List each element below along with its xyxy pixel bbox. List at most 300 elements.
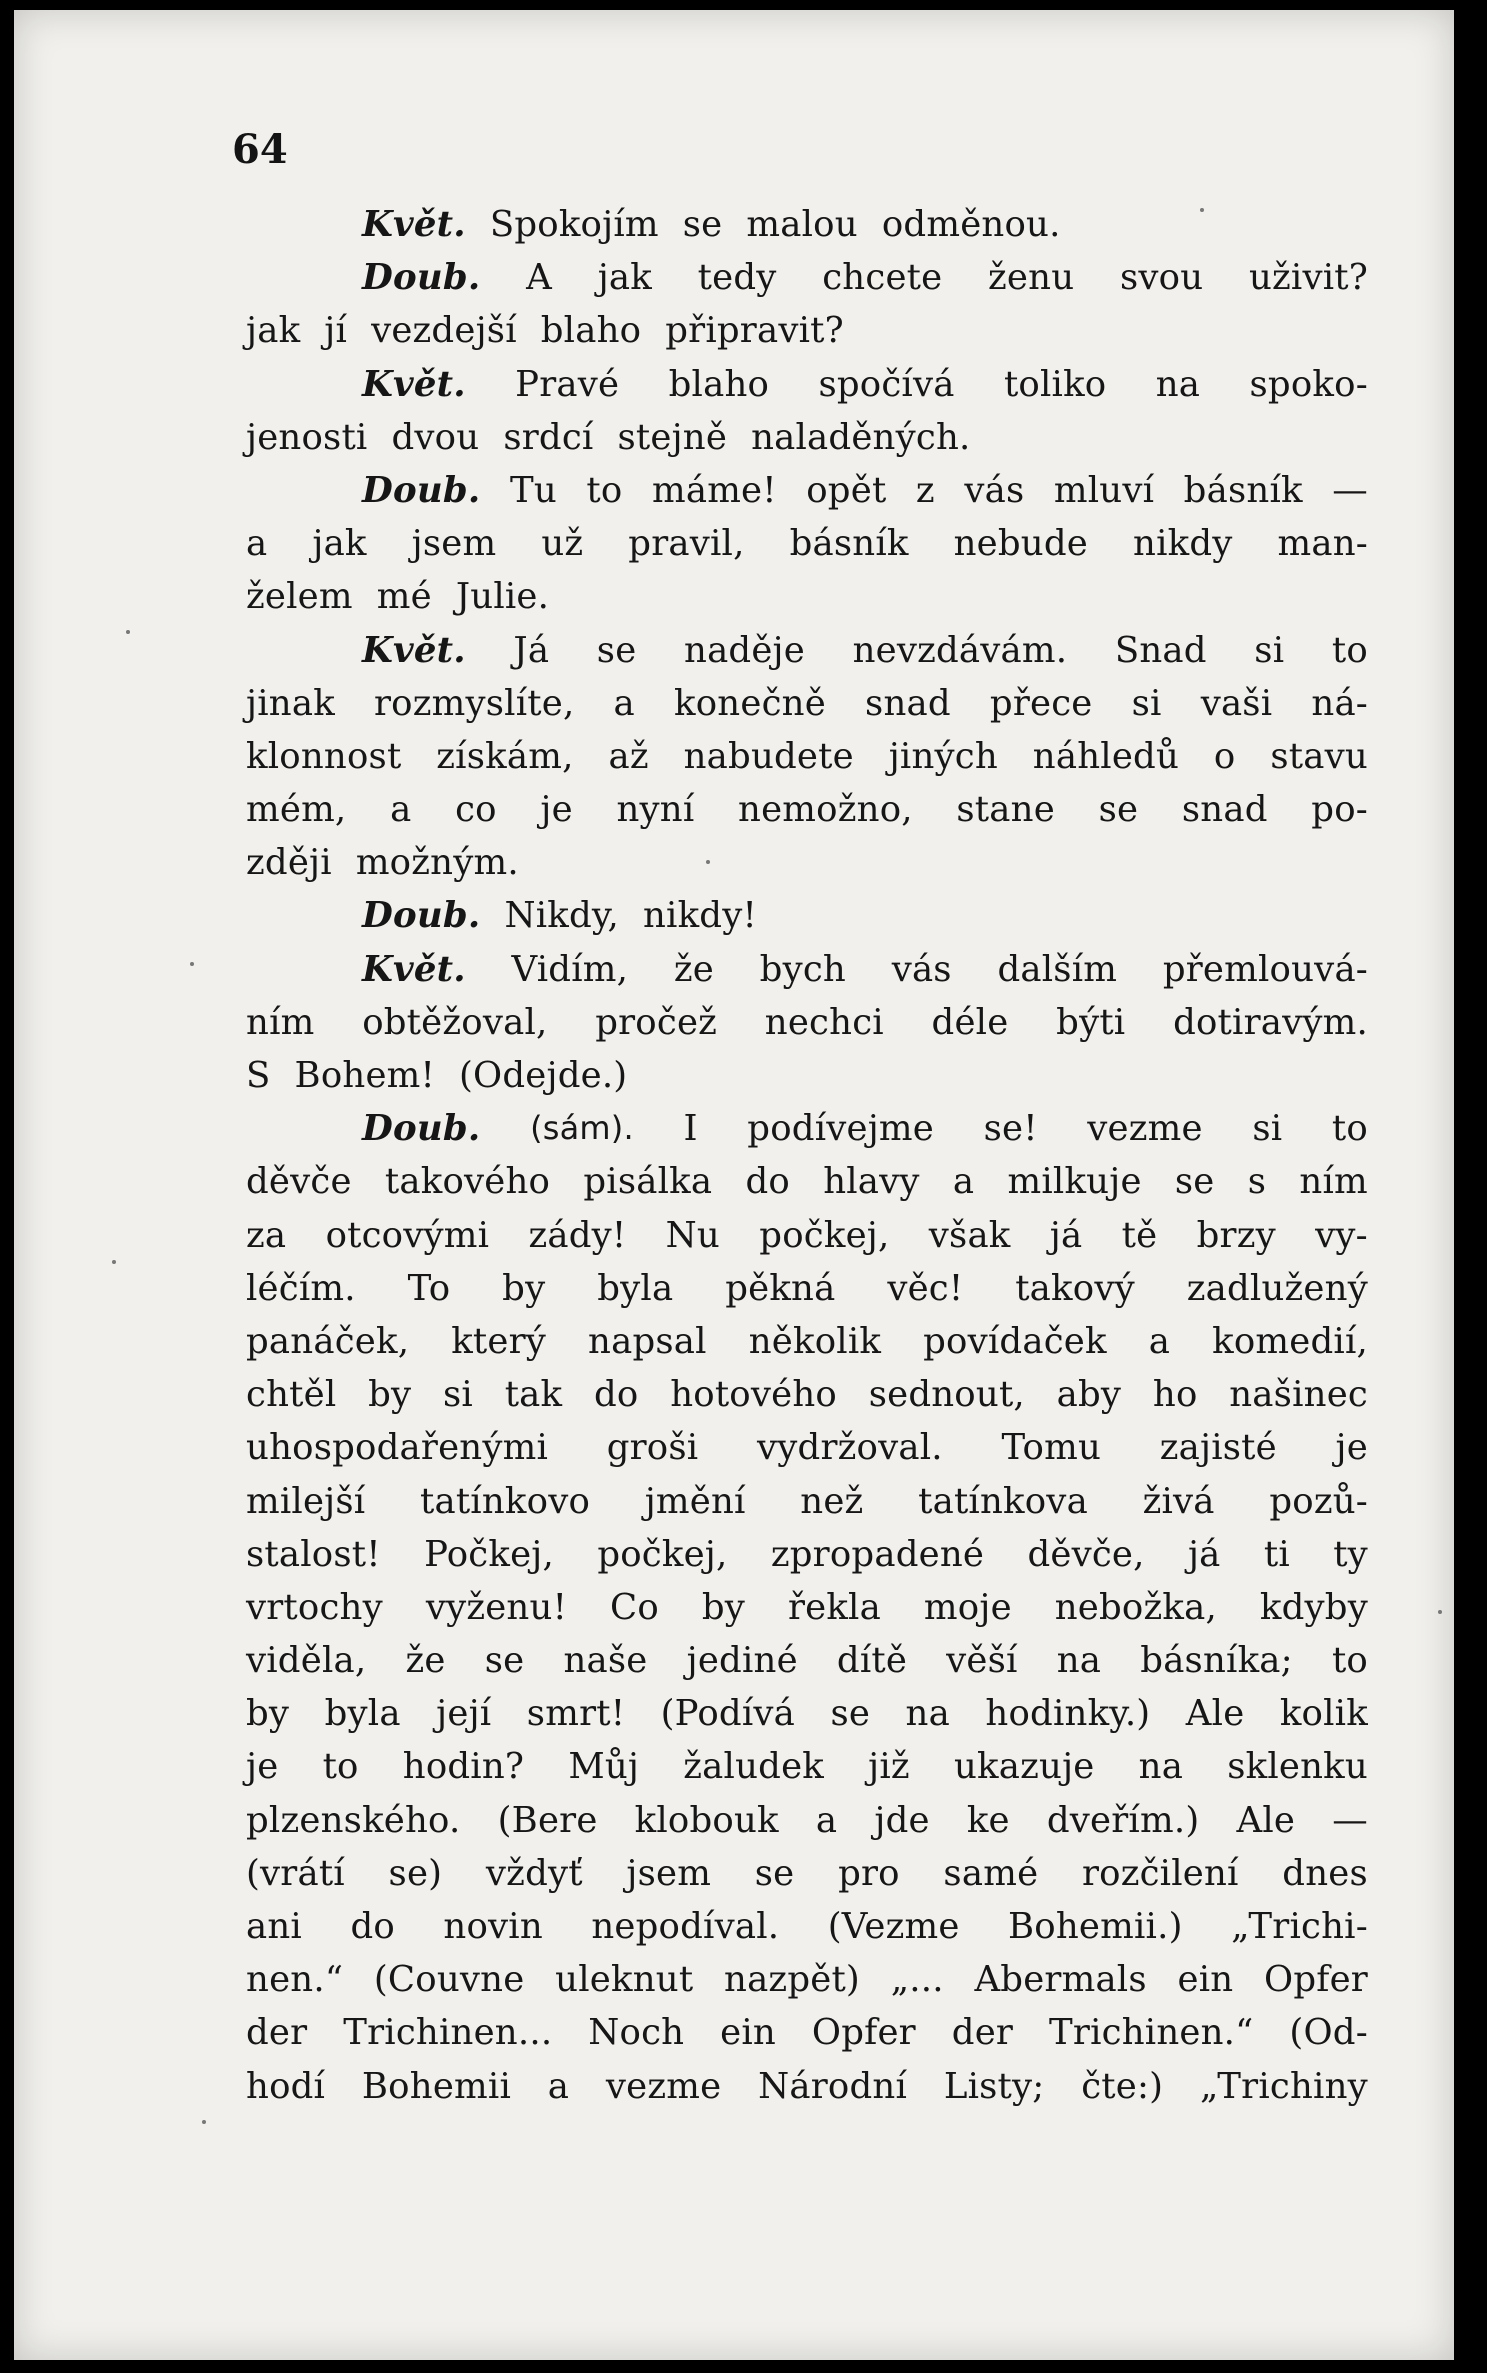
word: děvče, [1027,1533,1145,1575]
word: želem [246,576,353,618]
word: zději [246,842,332,884]
word: naděje [684,629,805,671]
word: Noch [588,2012,685,2054]
word: který [451,1320,547,1362]
word: dalším [997,948,1118,990]
word: stane [956,789,1055,831]
text-line [246,1528,1368,1581]
paper-speck [112,1260,116,1264]
word: však [928,1214,1011,1256]
word: rozčilení [1081,1852,1239,1894]
word: Nu [665,1214,720,1256]
text-line [246,1634,1368,1687]
word: nevzdávám. [852,629,1068,671]
word: zpropadené [770,1533,985,1575]
word: uhospodařenými [246,1427,549,1469]
word: a [613,682,635,724]
word: nazpět) [724,1959,860,2001]
word: jak [312,523,367,565]
word: nepodíval. [591,1906,780,1947]
word: klonnost [246,735,402,777]
word: básníka; [1140,1640,1293,1682]
word: pravil, [628,523,745,565]
word: se [1174,1161,1215,1203]
word: jiných [888,735,998,777]
word: Národní [758,2065,908,2107]
word: napsal [588,1320,707,1362]
body-text [246,198,1368,2113]
word: snad [1181,789,1268,831]
word: Pravé [515,363,620,405]
word: si [1252,1108,1283,1150]
word: je [540,789,573,831]
text-line [246,730,1368,783]
word: nabudete [683,735,854,777]
word: se) [388,1852,443,1894]
word: a [952,1161,975,1203]
word: Nikdy, [504,895,619,937]
word: že [673,948,714,990]
word: ein [1177,1959,1234,2001]
word: na [905,1693,950,1735]
word: se [1098,789,1139,831]
word: že [405,1640,446,1682]
word: (Bere [497,1799,598,1841]
word: chcete [822,257,943,299]
text-line [246,943,1368,996]
word: groši [606,1427,699,1469]
word: jsem [411,523,497,565]
word: Bohem! [294,1055,435,1096]
word: brzy [1196,1214,1276,1256]
word: hodinky.) [985,1693,1151,1735]
word: komedií, [1212,1320,1368,1362]
text-line [246,304,1368,357]
word: její [436,1693,492,1735]
word: stejně [617,416,728,458]
paper-speck [202,2120,206,2124]
word: zajisté [1159,1427,1277,1469]
word: snad [865,682,951,724]
word: ein [720,2012,776,2054]
text-line [246,677,1368,730]
word: než [800,1480,864,1522]
word: dveřím.) [1046,1799,1200,1841]
word: I [683,1108,698,1150]
word: naladěných. [751,416,971,458]
word: a [547,2065,570,2107]
text-line [246,2060,1368,2113]
word: z [915,469,935,511]
word: našinec [1229,1374,1368,1416]
word: (Od- [1289,2012,1368,2054]
word: vezme [1087,1108,1203,1150]
word: žaludek [683,1746,825,1788]
word: ženu [988,257,1075,299]
text-line [246,251,1368,304]
word: blaho [540,310,642,352]
word: si [1254,629,1285,671]
speaker-name: Květ. [362,363,466,405]
word: to [1331,629,1368,671]
word: S [246,1055,271,1096]
word: rozmyslíte, [374,682,575,724]
word: dotiravým. [1173,1001,1368,1043]
word: nyní [616,789,695,831]
text-line [246,1900,1368,1953]
word: (Odejde.) [459,1055,628,1096]
text-line [246,1740,1368,1793]
word: Opfer [811,2012,916,2054]
word: se [484,1640,525,1682]
word: takový [1015,1267,1135,1309]
word: se! [983,1108,1038,1150]
word: několik [748,1320,882,1362]
word: byla [597,1267,674,1309]
word: je [1335,1427,1368,1469]
word: malou [746,204,858,245]
word: léčím. [246,1267,356,1309]
word: novin [443,1906,543,1947]
word: pro [838,1852,900,1894]
paper-speck [1438,1610,1442,1614]
word: pročež [595,1001,718,1043]
speaker-name: Doub. [362,1108,481,1150]
word: do [745,1161,790,1203]
word: já [1187,1533,1221,1575]
word: man- [1277,523,1368,565]
word: už [541,523,584,565]
page-number: 64 [232,126,288,173]
text-line [246,836,1368,889]
text-line [246,411,1368,464]
word: Bohemii.) [1008,1906,1183,1947]
word: Trichinen... [343,2012,553,2054]
word: spočívá [818,363,955,405]
speaker-name: Doub. [362,257,481,299]
word: bych [759,948,846,990]
speaker-name: Květ. [362,629,466,671]
word: (vrátí [246,1852,345,1894]
word: ním [246,1001,315,1043]
word: básník [789,523,909,565]
text-line [246,198,1368,251]
text-line [246,889,1368,942]
word: viděla, [246,1640,367,1682]
word: vás [891,948,952,990]
paper-speck [706,860,710,864]
word: přemlouvá- [1162,948,1368,990]
book-page [14,10,1454,2360]
word: za [246,1214,287,1256]
word: pozů- [1269,1480,1368,1522]
word: Můj [568,1746,640,1788]
word: vy- [1315,1214,1368,1256]
text-line [246,1421,1368,1474]
word: si [1131,682,1162,724]
word: dnes [1282,1852,1368,1894]
word: nemožno, [738,789,913,831]
paper-speck [126,630,130,634]
word: já [1049,1214,1083,1256]
text-line [246,2006,1368,2059]
word: získám, [436,735,574,777]
word: již [868,1746,910,1788]
word: to [1331,1108,1368,1150]
word: býti [1056,1001,1126,1043]
word: Trichinen.“ [1049,2012,1254,2054]
word: jenosti [246,416,368,458]
word: nikdy! [642,895,757,937]
word: možným. [355,842,519,884]
text-line [246,783,1368,836]
paper-speck [1200,208,1204,212]
word: se [596,629,637,671]
word: je [246,1746,279,1788]
word: náhledů [1032,735,1180,777]
word: toliko [1003,363,1107,405]
word: klobouk [634,1799,779,1841]
word: (Podívá [660,1693,795,1735]
word: zády! [528,1214,627,1256]
speaker-name: Květ. [362,948,466,990]
word: si [443,1374,473,1416]
word: tatínkovo [420,1480,591,1522]
word: Snad [1114,629,1207,671]
word: zadlužený [1186,1267,1368,1309]
text-line [246,1262,1368,1315]
word: smrt! [526,1693,626,1735]
word: aby [1056,1374,1122,1416]
word: živá [1142,1480,1215,1522]
word: dítě [836,1640,908,1682]
word: hodin? [402,1746,525,1788]
word: vyženu! [425,1586,568,1628]
word: dvou [391,416,480,458]
text-line [246,1581,1368,1634]
word: ním [1299,1161,1368,1203]
word: pěkná [725,1267,836,1309]
word: Tu [509,469,557,511]
word: samé [943,1852,1039,1894]
word: uživit? [1248,257,1368,299]
word: počkej, [597,1533,728,1575]
word: na [1056,1640,1102,1682]
word: Spokojím [489,204,659,245]
word: Abermals [974,1959,1147,2001]
word: až [608,735,649,777]
word: (Couvne [373,1959,525,2001]
text-line [246,517,1368,570]
word: by [246,1693,290,1735]
text-line [246,1368,1368,1421]
word: jak [246,310,301,352]
word: s [1247,1161,1267,1203]
word: konečně [674,682,826,724]
word: plzenského. [246,1799,461,1841]
stage-direction: (sám). [530,1109,634,1148]
word: nen.“ [246,1959,344,2001]
word: připravit? [665,310,844,352]
word: stavu [1270,735,1368,777]
word: déle [931,1001,1009,1043]
word: milkuje [1007,1161,1142,1203]
word: ti [1263,1533,1290,1575]
word: by [502,1267,546,1309]
word: opět [806,469,887,511]
speaker-name: Doub. [362,469,481,511]
text-line [246,1209,1368,1262]
word: věší [946,1640,1018,1682]
word: se [830,1693,871,1735]
word: chtěl [246,1374,337,1416]
word: „Trichi- [1231,1906,1368,1947]
paper-speck [190,962,194,966]
word: básník [1183,469,1303,511]
word: jde [874,1799,930,1841]
word: spoko- [1249,363,1368,405]
text-line [246,358,1368,411]
word: blaho [668,363,770,405]
word: srdcí [503,416,594,458]
word: mé [376,576,432,618]
word: uleknut [555,1959,694,2001]
word: hlavy [823,1161,920,1203]
word: na [1138,1746,1184,1788]
word: do [350,1906,395,1947]
word: der [246,2012,308,2054]
word: stalost! [246,1533,381,1575]
word: a [1148,1320,1171,1362]
word: vaši [1200,682,1273,724]
text-line [246,570,1368,623]
word: takového [384,1161,551,1203]
word: co [455,789,497,831]
text-line [246,1794,1368,1847]
word: tě [1121,1214,1158,1256]
word: sednout, [868,1374,1025,1416]
word: a [246,523,268,565]
word: Opfer [1264,1959,1368,2001]
word: to [322,1746,359,1788]
word: nechci [764,1001,884,1043]
word: nikdy [1133,523,1233,565]
word: jsem [626,1852,712,1894]
text-line [246,996,1368,1049]
word: „... [890,1959,944,2001]
word: tatínkova [918,1480,1088,1522]
word: jediné [686,1640,798,1682]
word: vás [964,469,1025,511]
text-line [246,624,1368,677]
word: by [368,1374,412,1416]
word: přece [989,682,1093,724]
word: vždyť [485,1852,583,1894]
word: obtěžoval, [362,1001,548,1043]
word: Listy; [943,2065,1045,2107]
word: mém, [246,789,347,831]
word: se [682,204,723,245]
word: vezme [605,2065,722,2107]
speaker-name: Květ. [362,204,466,245]
word: nebude [953,523,1089,565]
word: čte:) [1081,2065,1164,2107]
word: mluví [1053,469,1155,511]
word: hotového [670,1374,837,1416]
text-line [246,1953,1368,2006]
word: a [390,789,412,831]
word: podívejme [747,1108,935,1150]
text-line [246,1687,1368,1740]
word: panáček, [246,1320,410,1362]
word: jak [597,257,652,299]
word: věc! [887,1267,964,1309]
word: do [593,1374,639,1416]
word: ty [1333,1533,1368,1575]
word: to [586,469,623,511]
word: sklenku [1227,1746,1368,1788]
word: ani [246,1906,302,1947]
word: jí [324,310,348,352]
word: máme! [651,469,777,511]
word: otcovými [325,1214,490,1256]
word: Vidím, [511,948,629,990]
word: byla [324,1693,401,1735]
word: ke [966,1799,1010,1841]
word: To [407,1267,451,1309]
word: nebožka, [1054,1586,1217,1628]
word: Počkej, [424,1533,554,1575]
text-line [246,1155,1368,1208]
word: naše [563,1640,648,1682]
word: Bohemii [361,2065,511,2107]
word: der [951,2012,1014,2054]
text-line [246,1847,1368,1900]
text-line [246,1102,1368,1155]
word: povídaček [923,1320,1107,1362]
word: na [1155,363,1201,405]
word: A [526,257,552,299]
text-line [246,1315,1368,1368]
word: tedy [697,257,777,299]
text-line [246,1049,1368,1102]
word: počkej, [759,1214,890,1256]
text-line [246,1475,1368,1528]
word: „Trichiny [1199,2065,1368,2107]
word: vrtochy [246,1586,383,1628]
speaker-name: Doub. [362,895,481,937]
word: ho [1152,1374,1198,1416]
word: svou [1119,257,1204,299]
word: hodí [246,2065,326,2107]
word: Co [609,1586,659,1628]
word: vydržoval. [757,1427,943,1469]
word: by [701,1586,746,1628]
word: se [754,1852,795,1894]
word: ukazuje [953,1746,1095,1788]
word: tak [504,1374,563,1416]
word: odměnou. [881,204,1061,245]
word: po- [1311,789,1368,831]
word: jinak [246,682,335,724]
text-line [246,464,1368,517]
word: vezdejší [371,310,517,352]
word: ná- [1311,682,1368,724]
word: pisálka [583,1161,713,1203]
word: Já [513,629,550,671]
word: Julie. [455,576,550,618]
word: děvče [246,1161,352,1203]
